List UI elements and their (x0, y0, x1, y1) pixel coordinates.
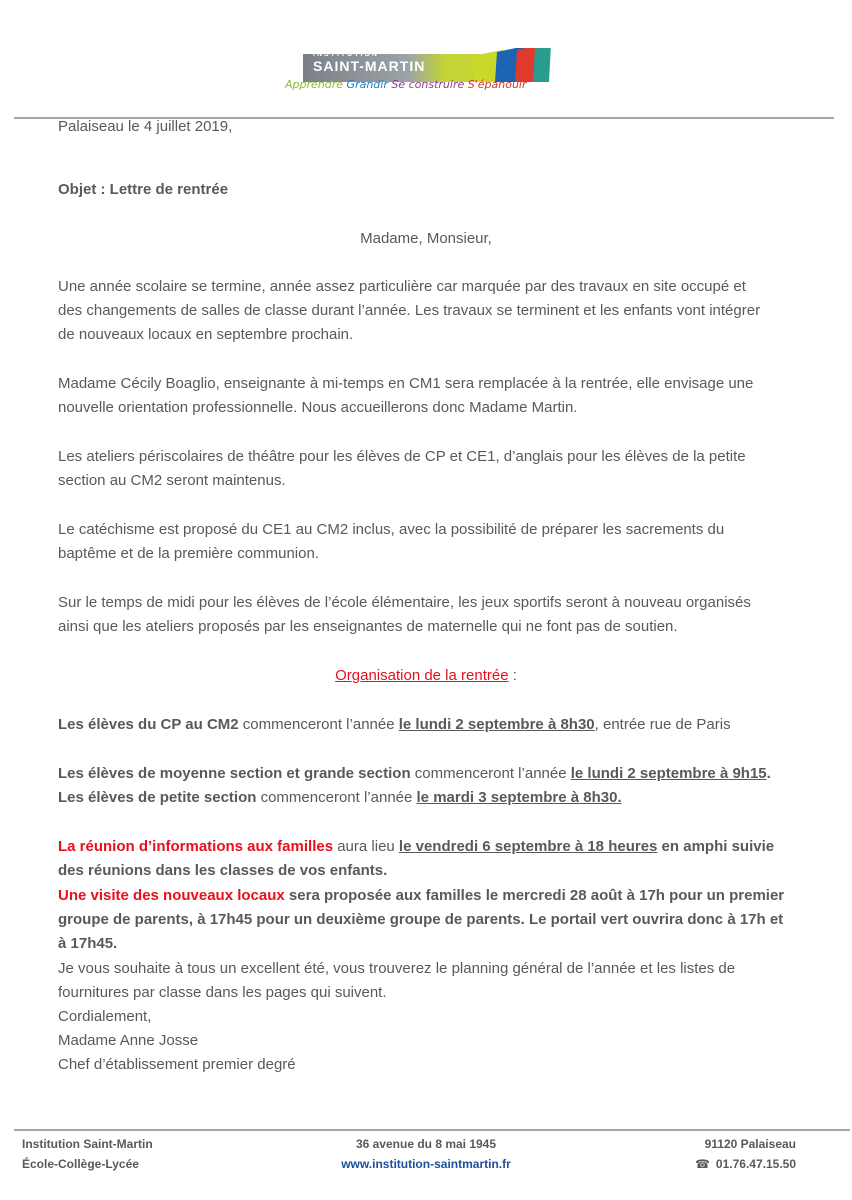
letter-salutation: Madame, Monsieur, (360, 230, 492, 247)
cp-mid: commenceront l’année (238, 716, 399, 733)
logo-small-text: INSTITUTION (313, 51, 379, 58)
ps-schedule-line (58, 788, 622, 808)
visite-end: sera proposée aux familles le mercredi 28 août à 17h pour un premier (284, 887, 785, 904)
footer-phone-number: 01.76.47.15.50 (715, 1157, 796, 1171)
signer-name: Madame Anne Josse (58, 1032, 199, 1049)
ms-date: le lundi 2 septembre à 9h15 (570, 765, 767, 782)
reunion-line (58, 837, 774, 857)
logo-tagline (285, 78, 527, 91)
paragraph-3-line: Les ateliers périscolaires de théâtre pour les élèves de CP et CE1, d’anglais pour les élèves de la petite (58, 448, 746, 465)
paragraph-2-line: Madame Cécily Boaglio, enseignante à mi-temps en CM1 sera remplacée à la rentrée, elle envisage une (58, 375, 754, 392)
footer-phone (695, 1157, 796, 1171)
tagline-word-2: Grandir (346, 78, 388, 91)
footer-divider (14, 1129, 850, 1131)
reunion-title: La réunion d’informations aux familles (58, 838, 334, 855)
organisation-heading-text: Organisation de la rentrée (335, 667, 509, 684)
paragraph-1-line: des changements de salles de classe durant l’année. Les travaux se terminent et les enfants vont intégrer (58, 302, 761, 319)
tagline-word-1: Apprendre (285, 78, 344, 91)
school-logo (285, 22, 565, 94)
visite-line-2: groupe de parents, à 17h45 pour un deuxième groupe de parents. Le portail vert ouvrira donc à 17h et (58, 911, 784, 928)
cp-end: , entrée rue de Paris (594, 716, 731, 733)
paragraph-4-line: Le catéchisme est proposé du CE1 au CM2 inclus, avec la possibilité de préparer les sacrements du (58, 521, 725, 538)
cordialement: Cordialement, (58, 1008, 152, 1025)
paragraph-1-line: Une année scolaire se termine, année assez particulière car marquée par des travaux en site occupé et (58, 278, 746, 295)
footer-city: 91120 Palaiseau (704, 1137, 796, 1151)
visite-line (58, 886, 784, 906)
paragraph-5-line: Sur le temps de midi pour les élèves de l’école élémentaire, les jeux sportifs seront à nouveau organisés (58, 594, 751, 611)
organisation-heading-colon: : (508, 667, 517, 684)
cp-date: le lundi 2 septembre à 8h30 (398, 716, 595, 733)
letter-date: Palaiseau le 4 juillet 2019, (58, 118, 233, 135)
closing-line: Je vous souhaite à tous un excellent été, vous trouverez le planning général de l’année et les listes de (58, 960, 736, 977)
footer-org: Institution Saint-Martin (22, 1137, 153, 1151)
logo-name: SAINT-MARTIN (313, 58, 426, 74)
reunion-mid: aura lieu (333, 838, 399, 855)
reunion-line-2: des réunions dans les classes de vos enfants. (58, 862, 388, 879)
footer-levels: École-Collège-Lycée (22, 1157, 139, 1171)
cp-students: Les élèves du CP au CM2 (58, 716, 239, 733)
visite-line-3: à 17h45. (58, 935, 118, 952)
paragraph-3-line: section au CM2 seront maintenus. (58, 472, 286, 489)
paragraph-5-line: ainsi que les ateliers proposés par les enseignantes de maternelle qui ne font pas de soutien. (58, 618, 678, 635)
closing-line: fournitures par classe dans les pages qui suivent. (58, 984, 387, 1001)
signer-title: Chef d’établissement premier degré (58, 1056, 296, 1073)
reunion-date: le vendredi 6 septembre à 18 heures (398, 838, 658, 855)
reunion-end: en amphi suivie (657, 838, 775, 855)
footer-address: 36 avenue du 8 mai 1945 (355, 1137, 497, 1151)
ms-mid: commenceront l’année (410, 765, 571, 782)
tagline-word-4: S'épanouir (467, 78, 527, 91)
paragraph-2-line: nouvelle orientation professionnelle. Nous accueillerons donc Madame Martin. (58, 399, 578, 416)
visite-title: Une visite des nouveaux locaux (58, 887, 285, 904)
ms-end: . (766, 765, 771, 782)
ps-date: le mardi 3 septembre à 8h30. (416, 789, 622, 806)
tagline-word-3: Se construire (391, 78, 465, 91)
ps-mid: commenceront l’année (256, 789, 417, 806)
ps-students: Les élèves de petite section (58, 789, 257, 806)
footer-website-link[interactable]: www.institution-saintmartin.fr (341, 1157, 511, 1171)
ms-students: Les élèves de moyenne section et grande section (58, 765, 411, 782)
letter-subject: Objet : Lettre de rentrée (58, 181, 229, 198)
paragraph-1-line: de nouveaux locaux en septembre prochain. (58, 326, 354, 343)
telephone-icon: ☎ (694, 1157, 710, 1171)
paragraph-4-line: baptême et de la première communion. (58, 545, 319, 562)
organisation-heading (0, 666, 852, 686)
cp-schedule-line (58, 715, 731, 735)
ms-schedule-line (58, 764, 771, 784)
